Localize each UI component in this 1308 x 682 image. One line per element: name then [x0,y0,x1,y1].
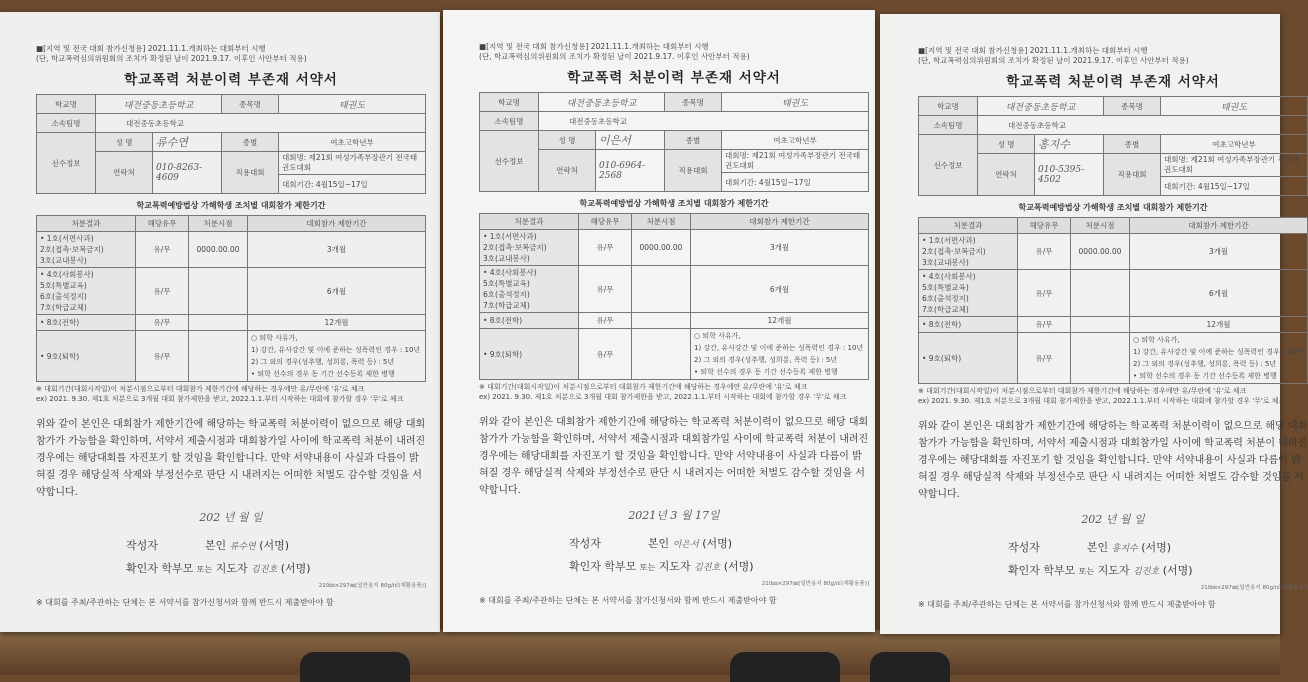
limit-cell: 6개월 [1130,270,1308,317]
limit-cell: 3개월 [1130,234,1308,270]
submission-notice: ※ 대회를 주최/주관하는 단체는 본 서약서를 참가신청서와 함께 반드시 제출받아야 함 [479,596,777,605]
limit-row [480,313,869,329]
confirmer-signature: 김진호 [694,563,721,573]
footnote-line: ※ 대회기간(대회시작일)이 처분시점으로부터 대회참가 제한기간에 해당하는 경우에만 유/무란에 '유'로 체크 [918,387,1247,395]
applicable-cell: 유/무 [136,268,189,315]
limit-row [480,230,869,266]
result-cell [919,317,1018,333]
applicable-cell: 유/무 [1018,234,1071,270]
limit-table [479,213,869,380]
note-line: (단, 학교폭력심의위원회의 조치가 확정된 날이 2021.9.17. 이후인 사안부터 적용) [918,56,1189,65]
result-item: • 8호(전학) [40,318,80,327]
result-item: • 9호(퇴학) [483,349,523,359]
shoe [730,652,840,682]
signature-mark: (서명) [280,562,311,575]
result-item: 7호(학급교체) [40,303,87,312]
header-result: 처분결과 [480,214,579,230]
applicable-cell: 유/무 [1018,270,1071,317]
limit-cell: 12개월 [1130,317,1308,333]
limit-row [37,232,426,268]
applicable-cell: 유/무 [579,266,632,313]
shoe [870,652,950,682]
date-cell [632,313,691,329]
limit-footnote [36,384,426,404]
result-item: • 8호(전학) [922,320,962,329]
expel-condition: 2) 그 외의 경우(성추행, 성희롱, 폭력 등) : 5년 [1133,360,1277,368]
limit-footnote [479,382,869,402]
header-date: 처분시점 [1071,218,1130,234]
result-cell [480,313,579,329]
label-school: 학교명 [37,95,96,114]
header-date: 처분시점 [632,214,691,230]
note-line: ■[지역 및 전국 대회 참가신청용] 2021.11.1.개최하는 대회부터 시행 [36,44,266,53]
confirmer-signature: 김진호 [251,565,278,575]
header-applicable: 해당유무 [136,216,189,232]
header-applicable: 해당유무 [1018,218,1071,234]
result-cell [919,234,1018,270]
note-line: (단, 학교폭력심의위원회의 조치가 확정된 날이 2021.9.17. 이후인 사안부터 적용) [36,54,307,63]
result-cell [480,230,579,266]
header-applicable: 해당유무 [579,214,632,230]
limit-table-title: 학교폭력예방법상 가해학생 조치별 대회참가 제한기간 [136,201,326,210]
limit-table [918,217,1308,384]
floor [0,630,1280,675]
label-event: 종목명 [222,95,279,114]
date-cell: 0000.00.00 [1071,234,1130,270]
header-limit: 대회참가 제한기간 [248,216,426,232]
result-item: 3호(교내봉사) [922,258,969,267]
athlete-info-table [36,94,426,194]
note-line: ■[지역 및 전국 대회 참가신청용] 2021.11.1.개최하는 대회부터 시행 [479,42,709,51]
shoe [300,652,410,682]
limit-cell: 3개월 [248,232,426,268]
label-event: 종목명 [1104,97,1161,116]
team-value: 대전중동초등학교 [978,116,1308,135]
date-cell [632,329,691,380]
result-item: • 8호(전학) [483,316,523,325]
label-athlete: 선수정보 [37,133,96,194]
expel-condition: ○ 퇴학 사유가, [1133,336,1180,344]
limit-cell [691,329,869,380]
footnote-line: ex) 2021. 9.30. 제1호 처분으로 3개월 대회 참가제한을 받고, 2022.1.1.부터 시작하는 대회에 참가할 경우 '무'로 체크 [36,395,404,403]
limit-table-title: 학교폭력예방법상 가해학생 조치별 대회참가 제한기간 [579,199,769,208]
signature-block [918,537,1308,583]
signature-mark: (서명) [702,537,733,550]
result-item: 5호(특별교육) [922,283,969,292]
school-value: 대전중동초등학교 [96,95,222,114]
signature-mark: (서명) [259,539,290,552]
pledge-text: 위와 같이 본인은 대회참가 제한기간에 해당하는 학교폭력 처분이력이 없으므로 해당 대회 참가가 가능함을 확인하며, 서약서 제출시점과 대회참가일 사이에 학교폭력 처분이 내려진 경우에는 해당대회를 자진포기 할 것임을 확인합니다. 만약 서약내용이 사실과 다름이 밝혀질 경우 해당실적 삭제와 부정선수로 판단 시 내려지는 어떠한 처벌도 감수할 것임을 서약합니다. [918,421,1308,500]
author-signature: 홍지수 [1111,544,1138,554]
expel-condition: • 퇴학 선수의 경우 동 기간 선수등록 제한 병행 [251,370,395,378]
result-cell [480,266,579,313]
athlete-info-table [918,96,1308,196]
label-school: 학교명 [480,93,539,112]
pledge-sheet [0,12,440,632]
limit-cell: 3개월 [691,230,869,266]
applicable-cell: 유/무 [579,230,632,266]
pledge-text: 위와 같이 본인은 대회참가 제한기간에 해당하는 학교폭력 처분이력이 없으므로 해당 대회 참가가 가능함을 확인하며, 서약서 제출시점과 대회참가일 사이에 학교폭력 처분이 내려진 경우에는 해당대회를 자진포기 할 것임을 확인합니다. 만약 서약내용이 사실과 다름이 밝혀질 경우 해당실적 삭제와 부정선수로 판단 시 내려지는 어떠한 처벌도 감수할 것임을 서약합니다. [479,417,869,496]
result-item: • 1호(서면사과) [922,236,976,245]
limit-row [480,266,869,313]
header-result: 처분결과 [37,216,136,232]
category-value: 여초고학년부 [1161,135,1308,154]
label-contact: 연락처 [978,154,1035,196]
document-title: 학교폭력 처분이력 부존재 서약서 [124,72,338,88]
limit-row [37,268,426,315]
label-tournament: 직용대회 [222,152,279,194]
expel-condition: 1) 강간, 유사강간 및 이에 준하는 성폭력인 경우 : 10년 [1133,348,1303,356]
school-value: 대전중동초등학교 [978,97,1104,116]
limit-row [37,331,426,382]
confirmer-coach: 지도자 [1097,564,1130,577]
date-cell [1071,317,1130,333]
result-item: • 9호(퇴학) [40,351,80,361]
label-tournament: 직용대회 [1104,154,1161,196]
phone-value: 010-8263-4609 [153,152,222,194]
limit-table [36,215,426,382]
tournament-value: 대회명: 제21회 여성가족부장관기 전국태권도대회 [722,150,869,173]
result-item: 3호(교내봉사) [483,254,530,263]
result-cell [480,329,579,380]
pledge-text: 위와 같이 본인은 대회참가 제한기간에 해당하는 학교폭력 처분이력이 없으므로 해당 대회 참가가 가능함을 확인하며, 서약서 제출시점과 대회참가일 사이에 학교폭력 처분이 내려진 경우에는 해당대회를 자진포기 할 것임을 확인합니다. 만약 서약내용이 사실과 다름이 밝혀질 경우 해당실적 삭제와 부정선수로 판단 시 내려지는 어떠한 처벌도 감수할 것임을 서약합니다. [36,419,426,498]
period-value: 대회기간: 4월15일~17일 [1161,177,1308,196]
confirmer-label: 확인자 [126,562,158,575]
label-team: 소속팀명 [37,114,96,133]
limit-row [919,234,1308,270]
pledge-date: 202 년 월 일 [199,511,263,524]
label-athlete: 선수정보 [919,135,978,196]
school-value: 대전중동초등학교 [539,93,665,112]
result-item: 2호(접촉·보복금지) [40,245,104,254]
confirmer-or: 또는 [639,563,656,572]
result-cell [37,331,136,382]
submission-notice: ※ 대회를 주최/주관하는 단체는 본 서약서를 참가신청서와 함께 반드시 제출받아야 함 [36,598,334,607]
document-title: 학교폭력 처분이력 부존재 서약서 [567,70,781,86]
result-item: • 4호(사회봉사) [40,270,94,279]
limit-row [480,329,869,380]
confirmer-coach: 지도자 [215,562,248,575]
paper-spec: 210㎜×297㎜[일반용지 80g/㎡(재활용품)] [318,583,426,589]
result-item: 6호(출석정지) [483,290,530,299]
result-item: 2호(접촉·보복금지) [483,243,547,252]
header-date: 처분시점 [189,216,248,232]
limit-row [919,270,1308,317]
period-value: 대회기간: 4월15일~17일 [722,173,869,192]
author-label: 작성자 [1008,541,1040,554]
tournament-value: 대회명: 제21회 여성가족부장관기 전국태권도대회 [279,152,426,175]
note-line: ■[지역 및 전국 대회 참가신청용] 2021.11.1.개최하는 대회부터 시행 [918,46,1148,55]
pledge-date: 202 년 월 일 [1081,513,1145,526]
author-signature: 류수연 [229,542,256,552]
confirmer-parent: 학부모 [1043,564,1076,577]
label-name: 성 명 [96,133,153,152]
result-item: • 4호(사회봉사) [922,272,976,281]
pledge-date: 2021년 3 월 17일 [628,509,720,522]
name-value: 홍지수 [1035,135,1104,154]
label-name: 성 명 [539,131,596,150]
header-limit: 대회참가 제한기간 [691,214,869,230]
category-value: 여초고학년부 [722,131,869,150]
signature-block [479,533,869,579]
limit-cell: 6개월 [691,266,869,313]
eligibility-note [918,46,1308,66]
paper-spec: 210㎜×297㎜[일반용지 80g/㎡(재활용품)] [1200,585,1308,591]
tournament-value: 대회명: 제21회 여성가족부장관기 전국태권도대회 [1161,154,1308,177]
expel-condition: 1) 강간, 유사강간 및 이에 준하는 성폭력인 경우 : 10년 [251,346,421,354]
label-school: 학교명 [919,97,978,116]
signature-block [36,535,426,581]
category-value: 여초고학년부 [279,133,426,152]
result-item: • 1호(서면사과) [40,234,94,243]
limit-row [919,317,1308,333]
expel-condition: 2) 그 외의 경우(성추행, 성희롱, 폭력 등) : 5년 [251,358,395,366]
phone-value: 010-5395-4502 [1035,154,1104,196]
result-item: 5호(특별교육) [40,281,87,290]
result-item: 6호(출석정지) [40,292,87,301]
expel-condition: • 퇴학 선수의 경우 동 기간 선수등록 제한 병행 [1133,372,1277,380]
confirmer-label: 확인자 [1008,564,1040,577]
label-category: 종별 [1104,135,1161,154]
self-label: 본인 [647,537,670,550]
label-contact: 연락처 [96,152,153,194]
pledge-sheet [443,10,875,632]
result-item: • 4호(사회봉사) [483,268,537,277]
result-item: 3호(교내봉사) [40,256,87,265]
date-cell: 0000.00.00 [632,230,691,266]
limit-cell [1130,333,1308,384]
label-team: 소속팀명 [480,112,539,131]
self-label: 본인 [1086,541,1109,554]
limit-cell [248,331,426,382]
applicable-cell: 유/무 [579,329,632,380]
pledge-sheet [880,14,1308,634]
label-team: 소속팀명 [919,116,978,135]
result-cell [37,315,136,331]
result-item: 7호(학급교체) [922,305,969,314]
limit-cell: 6개월 [248,268,426,315]
expel-condition: ○ 퇴학 사유가, [694,332,741,340]
author-label: 작성자 [569,537,601,550]
eligibility-note [36,44,426,64]
team-value: 대전중동초등학교 [539,112,869,131]
label-category: 종별 [665,131,722,150]
header-result: 처분결과 [919,218,1018,234]
signature-mark: (서명) [723,560,754,573]
label-category: 종별 [222,133,279,152]
limit-footnote [918,386,1308,406]
expel-condition: ○ 퇴학 사유가, [251,334,298,342]
footnote-line: ※ 대회기간(대회시작일)이 처분시점으로부터 대회참가 제한기간에 해당하는 경우에만 유/무란에 '유'로 체크 [36,385,365,393]
name-value: 류수연 [153,133,222,152]
expel-condition: 1) 강간, 유사강간 및 이에 준하는 성폭력인 경우 : 10년 [694,344,864,352]
result-item: • 1호(서면사과) [483,232,537,241]
period-value: 대회기간: 4월15일~17일 [279,175,426,194]
confirmer-label: 확인자 [569,560,601,573]
result-cell [37,268,136,315]
event-value: 태권도 [279,95,426,114]
applicable-cell: 유/무 [579,313,632,329]
date-cell [189,315,248,331]
label-event: 종목명 [665,93,722,112]
expel-condition: • 퇴학 선수의 경우 동 기간 선수등록 제한 병행 [694,368,838,376]
result-item: • 9호(퇴학) [922,353,962,363]
signature-mark: (서명) [1162,564,1193,577]
limit-cell: 12개월 [248,315,426,331]
author-label: 작성자 [126,539,158,552]
submission-notice: ※ 대회를 주최/주관하는 단체는 본 서약서를 참가신청서와 함께 반드시 제출받아야 함 [918,600,1216,609]
date-cell [632,266,691,313]
date-cell: 0000.00.00 [189,232,248,268]
event-value: 태권도 [1161,97,1308,116]
limit-row [919,333,1308,384]
self-label: 본인 [204,539,227,552]
confirmer-coach: 지도자 [658,560,691,573]
header-limit: 대회참가 제한기간 [1130,218,1308,234]
limit-cell: 12개월 [691,313,869,329]
applicable-cell: 유/무 [136,315,189,331]
confirmer-signature: 김진호 [1133,567,1160,577]
expel-condition: 2) 그 외의 경우(성추행, 성희롱, 폭력 등) : 5년 [694,356,838,364]
result-item: 2호(접촉·보복금지) [922,247,986,256]
label-contact: 연락처 [539,150,596,192]
result-item: 6호(출석정지) [922,294,969,303]
applicable-cell: 유/무 [136,331,189,382]
date-cell [1071,270,1130,317]
document-title: 학교폭력 처분이력 부존재 서약서 [1006,74,1220,90]
applicable-cell: 유/무 [1018,333,1071,384]
confirmer-parent: 학부모 [604,560,637,573]
footnote-line: ex) 2021. 9.30. 제1호 처분으로 3개월 대회 참가제한을 받고, 2022.1.1.부터 시작하는 대회에 참가할 경우 '무'로 체크 [918,397,1286,405]
phone-value: 010-6964-2568 [596,150,665,192]
result-cell [919,270,1018,317]
event-value: 태권도 [722,93,869,112]
result-item: 5호(특별교육) [483,279,530,288]
date-cell [189,268,248,315]
athlete-info-table [479,92,869,192]
eligibility-note [479,42,869,62]
author-signature: 이은서 [672,540,699,550]
result-item: 7호(학급교체) [483,301,530,310]
team-value: 대전중동초등학교 [96,114,426,133]
applicable-cell: 유/무 [1018,317,1071,333]
date-cell [1071,333,1130,384]
confirmer-or: 또는 [196,565,213,574]
result-cell [37,232,136,268]
paper-spec: 210㎜×297㎜[일반용지 80g/㎡(재활용품)] [761,581,869,587]
label-athlete: 선수정보 [480,131,539,192]
signature-mark: (서명) [1141,541,1172,554]
name-value: 이은서 [596,131,665,150]
label-name: 성 명 [978,135,1035,154]
applicable-cell: 유/무 [136,232,189,268]
note-line: (단, 학교폭력심의위원회의 조치가 확정된 날이 2021.9.17. 이후인 사안부터 적용) [479,52,750,61]
limit-row [37,315,426,331]
footnote-line: ex) 2021. 9.30. 제1호 처분으로 3개월 대회 참가제한을 받고, 2022.1.1.부터 시작하는 대회에 참가할 경우 '무'로 체크 [479,393,847,401]
confirmer-or: 또는 [1078,567,1095,576]
date-cell [189,331,248,382]
confirmer-parent: 학부모 [161,562,194,575]
label-tournament: 직용대회 [665,150,722,192]
footnote-line: ※ 대회기간(대회시작일)이 처분시점으로부터 대회참가 제한기간에 해당하는 경우에만 유/무란에 '유'로 체크 [479,383,808,391]
limit-table-title: 학교폭력예방법상 가해학생 조치별 대회참가 제한기간 [1018,203,1208,212]
result-cell [919,333,1018,384]
